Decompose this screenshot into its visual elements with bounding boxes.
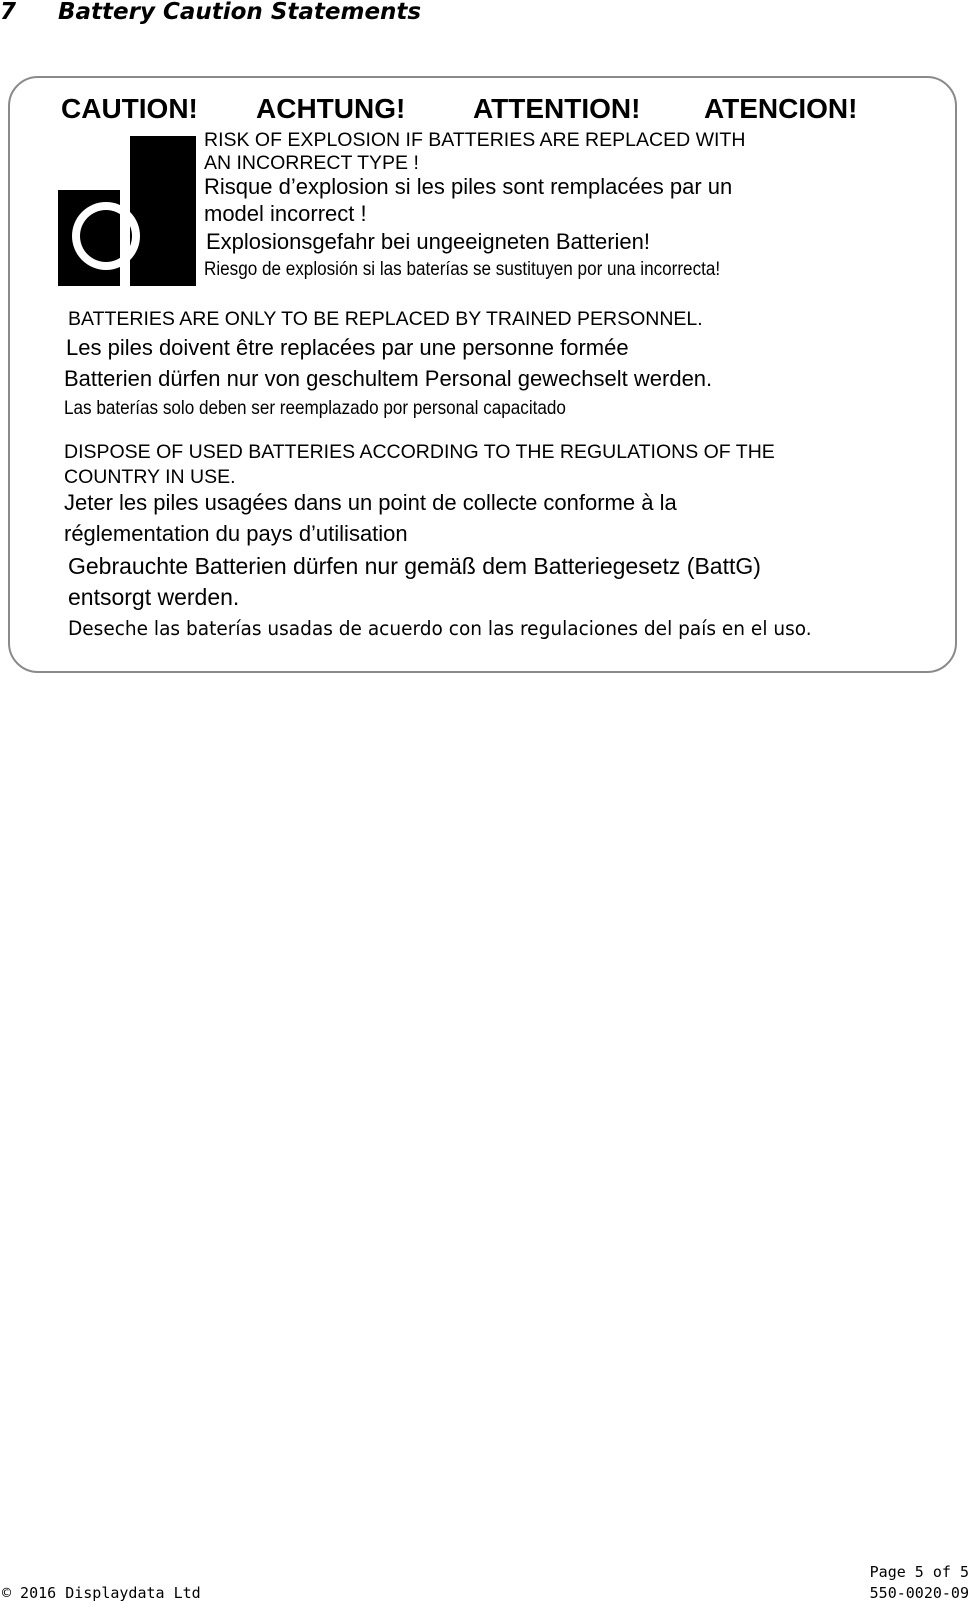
risk-de: Explosionsgefahr bei ungeeigneten Batterien!: [206, 229, 650, 254]
trained-es: Las baterías solo deben ser reemplazado por personal capacitado: [64, 398, 566, 419]
dispose-en-line2: COUNTRY IN USE.: [64, 466, 236, 488]
caution-header-de: ACHTUNG!: [256, 93, 406, 124]
dispose-de-line1: Gebrauchte Batterien dürfen nur gemäß dem Batteriegesetz (BattG): [68, 553, 761, 579]
dispose-en-line1: DISPOSE OF USED BATTERIES ACCORDING TO THE REGULATIONS OF THE: [64, 441, 775, 463]
trained-en: BATTERIES ARE ONLY TO BE REPLACED BY TRAINED PERSONNEL.: [68, 308, 703, 330]
document-number: 550-0020-09: [869, 1584, 969, 1602]
dispose-fr-line1: Jeter les piles usagées dans un point de collecte conforme à la: [64, 490, 677, 515]
trained-de: Batterien dürfen nur von geschultem Personal gewechselt werden.: [64, 366, 713, 391]
risk-en-line1: RISK OF EXPLOSION IF BATTERIES ARE REPLACED WITH: [204, 129, 746, 151]
risk-fr-line2: model incorrect !: [204, 201, 367, 226]
battery-caution-label: [8, 76, 957, 673]
trained-fr: Les piles doivent être replacées par une personne formée: [66, 335, 629, 360]
dispose-de-line2: entsorgt werden.: [68, 584, 240, 610]
dispose-fr-line2: réglementation du pays d’utilisation: [64, 521, 408, 546]
page-number: Page 5 of 5: [869, 1563, 969, 1581]
risk-en-line2: AN INCORRECT TYPE !: [204, 152, 419, 174]
section-number: 7: [0, 0, 17, 25]
risk-fr-line1: Risque d’explosion si les piles sont remplacées par un: [204, 174, 733, 199]
copyright: © 2016 Displaydata Ltd: [2, 1584, 201, 1602]
caution-header-fr: ATTENTION!: [473, 93, 641, 124]
dispose-es: Deseche las baterías usadas de acuerdo con las regulaciones del país en el uso.: [68, 617, 812, 640]
caution-header-es: ATENCION!: [704, 93, 858, 124]
section-title: Battery Caution Statements: [58, 0, 422, 25]
risk-es: Riesgo de explosión si las baterías se sustituyen por una incorrecta!: [204, 259, 721, 280]
caution-header-en: CAUTION!: [61, 93, 198, 124]
section-heading: [0, 0, 421, 26]
displaydata-logo-icon: [58, 136, 196, 286]
